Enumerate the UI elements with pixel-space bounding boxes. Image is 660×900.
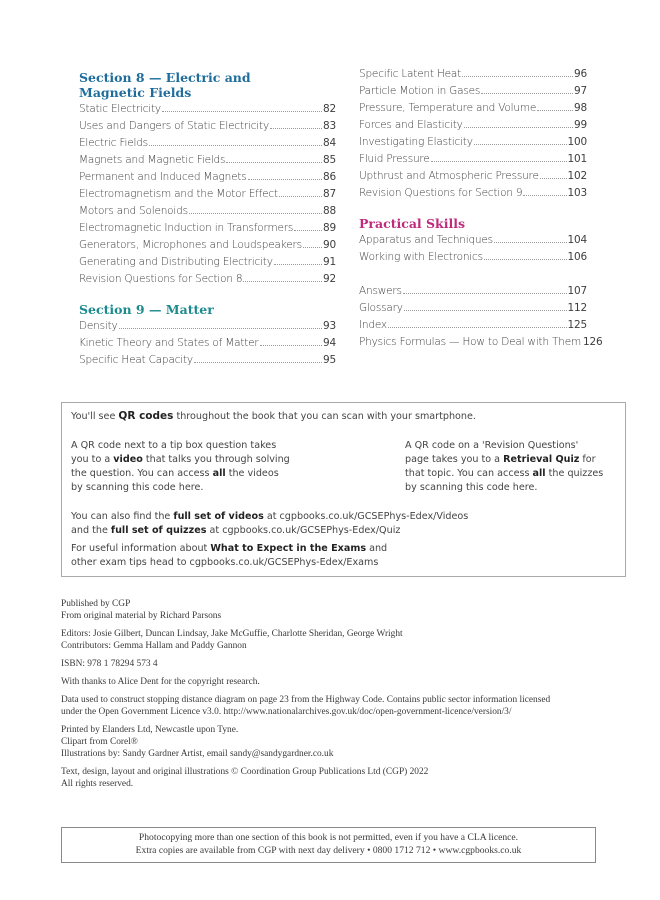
dot-leader [162, 111, 322, 112]
toc-entry[interactable]: Index 125 [359, 319, 587, 331]
qr-codes-info-box [61, 402, 626, 577]
toc-right-column [359, 68, 603, 353]
publisher-line: Published by CGP [61, 599, 131, 609]
dot-leader [279, 196, 322, 197]
toc-entry[interactable]: Forces and Elasticity 99 [359, 119, 587, 131]
toc-entry[interactable]: Apparatus and Techniques 104 [359, 234, 587, 246]
clipart-line: Clipart from Corel® [61, 737, 138, 747]
dot-leader [464, 127, 573, 128]
qr-quiz-text: A QR code on a 'Revision Questions' page takes you to a Retrieval Quiz for that topic. You can access all the quizzes by scanning this code here. [405, 440, 604, 493]
editors-line: Editors: Josie Gilbert, Duncan Lindsay, Jake McGuffie, Charlotte Sheridan, George Wright [61, 629, 403, 639]
section-9-heading: Section 9 — Matter [79, 302, 214, 317]
section-9-list-part2 [359, 68, 587, 204]
toc-entry[interactable]: Revision Questions for Section 9 103 [359, 187, 587, 199]
toc-entry[interactable]: Density 93 [79, 320, 336, 332]
toc-entry[interactable]: Electromagnetic Induction in Transformers 89 [79, 222, 336, 234]
original-author-line: From original material by Richard Parsons [61, 611, 222, 621]
dot-leader [404, 310, 567, 311]
toc-entry[interactable]: Pressure, Temperature and Volume 98 [359, 102, 587, 114]
dot-leader [294, 230, 322, 231]
toc-entry[interactable]: Glossary 112 [359, 302, 587, 314]
dot-leader [484, 259, 567, 260]
dot-leader [119, 328, 323, 329]
photocopy-notice: Photocopying more than one section of this book is not permitted, even if you have a CLA licence. [138, 832, 519, 843]
toc-entry[interactable]: Answers 107 [359, 285, 587, 297]
dot-leader [194, 362, 322, 363]
spacer [359, 268, 587, 285]
dot-leader [523, 195, 566, 196]
photocopying-notice-box [61, 827, 596, 863]
videos-link[interactable]: at cgpbooks.co.uk/GCSEPhys-Edex/Videos [263, 511, 469, 522]
toc-entry[interactable]: Fluid Pressure 101 [359, 153, 587, 165]
back-matter-list [359, 285, 603, 353]
toc-entry[interactable]: Electromagnetism and the Motor Effect 87 [79, 188, 336, 200]
dot-leader [303, 247, 322, 248]
dot-leader [149, 145, 322, 146]
toc-entry[interactable]: Electric Fields 84 [79, 137, 336, 149]
dot-leader [243, 281, 322, 282]
dot-leader [388, 327, 567, 328]
dot-leader [462, 76, 573, 77]
toc-entry[interactable]: Generating and Distributing Electricity 91 [79, 256, 336, 268]
toc-entry[interactable]: Investigating Elasticity 100 [359, 136, 587, 148]
dot-leader [431, 161, 567, 162]
licence-line: under the Open Government Licence v3.0. http://www.nationalarchives.gov.uk/doc/open-government-licence/version/3/ [61, 707, 512, 717]
qr-video-text: A QR code next to a tip box question takes you to a video that talks you through solving the question. You can access all the videos by scanning this code here. [71, 440, 290, 493]
dot-leader [403, 293, 567, 294]
illustrations-line: Illustrations by: Sandy Gardner Artist, email sandy@sandygardner.co.uk [61, 749, 334, 759]
section-9-list-part1 [79, 320, 336, 371]
qr-intro-text: You'll see QR codes throughout the book that you can scan with your smartphone. [71, 410, 476, 422]
dot-leader [474, 144, 567, 145]
exams-info: For useful information about What to Expect in the Exams and other exam tips head to cgpbooks.co.uk/GCSEPhys-Edex/Exams [71, 543, 388, 568]
toc-entry[interactable]: Motors and Solenoids 88 [79, 205, 336, 217]
rights-line: All rights reserved. [61, 779, 134, 789]
toc-entry[interactable]: Specific Latent Heat 96 [359, 68, 587, 80]
dot-leader [248, 179, 322, 180]
quizzes-link[interactable]: at cgpbooks.co.uk/GCSEPhys-Edex/Quiz [206, 525, 401, 536]
dot-leader [270, 128, 322, 129]
toc-entry[interactable]: Particle Motion in Gases 97 [359, 85, 587, 97]
extra-copies-notice: Extra copies are available from CGP with next day delivery • 0800 1712 712 • www.cgpbooks.co.uk [135, 844, 522, 856]
dot-leader [260, 345, 322, 346]
dot-leader [537, 110, 573, 111]
toc-entry[interactable]: Upthrust and Atmospheric Pressure 102 [359, 170, 587, 182]
toc-entry[interactable]: Magnets and Magnetic Fields 85 [79, 154, 336, 166]
dot-leader [189, 213, 322, 214]
dot-leader [494, 242, 567, 243]
toc-entry[interactable]: Permanent and Induced Magnets 86 [79, 171, 336, 183]
toc-entry[interactable]: Generators, Microphones and Loudspeakers 90 [79, 239, 336, 251]
dot-leader [274, 264, 322, 265]
thanks-line: With thanks to Alice Dent for the copyright research. [61, 677, 260, 687]
dot-leader [226, 162, 322, 163]
copyright-line: Text, design, layout and original illustrations © Coordination Group Publications Ltd (CGP) 2022 [61, 767, 429, 777]
full-set-links: You can also find the full set of videos at cgpbooks.co.uk/GCSEPhys-Edex/Videos and the full set of quizzes at cgpbooks.co.uk/GCSEPhys-Edex/Quiz [71, 511, 469, 536]
toc-entry[interactable]: Kinetic Theory and States of Matter 94 [79, 337, 336, 349]
toc-entry[interactable]: Working with Electronics 106 [359, 251, 587, 263]
isbn-line: ISBN: 978 1 78294 573 4 [61, 659, 158, 669]
toc-entry[interactable]: Physics Formulas — How to Deal with Them 126 [359, 336, 603, 348]
dot-leader [481, 93, 573, 94]
section-8-heading: Section 8 — Electric and Magnetic Fields [79, 70, 251, 100]
dot-leader [540, 178, 567, 179]
contributors-line: Contributors: Gemma Hallam and Paddy Gannon [61, 641, 247, 651]
practical-skills-list [359, 234, 587, 268]
printer-line: Printed by Elanders Ltd, Newcastle upon Tyne. [61, 725, 239, 735]
practical-skills-heading: Practical Skills [359, 216, 465, 231]
exams-link[interactable]: other exam tips head to cgpbooks.co.uk/GCSEPhys-Edex/Exams [71, 557, 379, 568]
toc-entry[interactable]: Static Electricity 82 [79, 103, 336, 115]
toc-left-column [79, 70, 336, 371]
section-8-list [79, 103, 336, 290]
data-source-line: Data used to construct stopping distance diagram on page 23 from the Highway Code. Contains public sector information licensed [61, 695, 551, 705]
toc-entry[interactable]: Specific Heat Capacity 95 [79, 354, 336, 366]
toc-entry[interactable]: Revision Questions for Section 8 92 [79, 273, 336, 285]
toc-entry[interactable]: Uses and Dangers of Static Electricity 83 [79, 120, 336, 132]
publication-credits [61, 598, 631, 796]
